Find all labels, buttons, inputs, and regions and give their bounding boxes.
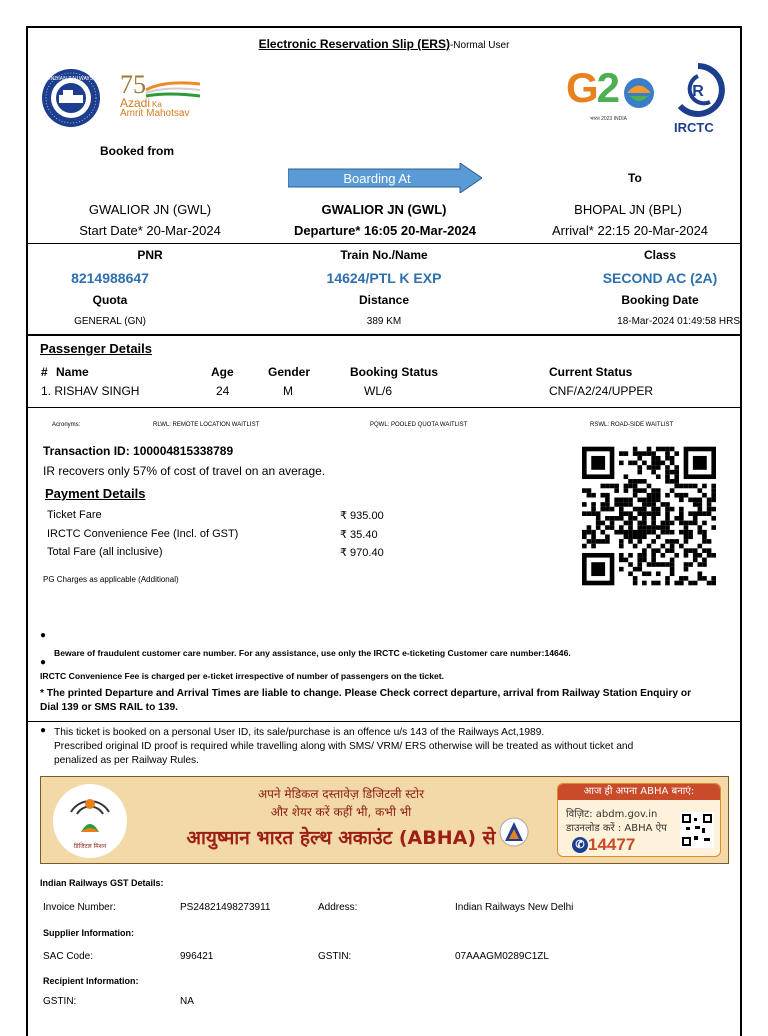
recovery-note: IR recovers only 57% of cost of travel on an average. <box>43 464 326 478</box>
quota-label: Quota <box>92 293 128 307</box>
booked-from-label: Booked from <box>100 144 175 158</box>
acronyms-label: Acronyms: <box>52 422 81 428</box>
abha-qr-code <box>680 812 714 848</box>
ayushman-logo <box>51 782 129 860</box>
supplier-gstin-label: GSTIN: <box>318 951 352 962</box>
personal-id-notice-1: This ticket is booked on a personal User ID, its sale/purchase is an offence u/s 143 of the Railways Act,1989. <box>54 727 545 738</box>
azadi-ka-amrit-mahotsav-logo: 75 Azadi Ka Amrit Mahotsav <box>118 70 208 122</box>
svg-text:R: R <box>692 83 704 100</box>
divider <box>27 407 741 408</box>
bullet-icon: ● <box>40 657 47 668</box>
fare-label: Ticket Fare <box>47 509 102 521</box>
from-station: GWALIOR JN (GWL) <box>88 202 212 217</box>
acronym-pqwl: PQWL: POOLED QUOTA WAITLIST <box>370 422 468 428</box>
col-gender: Gender <box>268 365 311 379</box>
acronym-rswl: RSWL: ROAD-SIDE WAITLIST <box>590 422 674 428</box>
convenience-notice: IRCTC Convenience Fee is charged per e-ticket irrespective of number of passengers on the ticket. <box>40 671 445 681</box>
booking-date-label: Booking Date <box>621 293 699 307</box>
train-label: Train No./Name <box>340 248 428 262</box>
passenger-name: 1. RISHAV SINGH <box>41 384 140 398</box>
address-value: Indian Railways New Delhi <box>455 902 574 913</box>
to-station: BHOPAL JN (BPL) <box>574 202 682 217</box>
class-label: Class <box>643 248 677 262</box>
distance-value: 389 KM <box>366 316 402 327</box>
pg-charges-note: PG Charges as applicable (Additional) <box>43 575 179 584</box>
class-value: SECOND AC (2A) <box>602 270 718 286</box>
svg-text:INDIAN RAILWAYS: INDIAN RAILWAYS <box>49 76 93 82</box>
total-fare-value: ₹ 970.40 <box>340 547 384 559</box>
irctc-logo: R IRCTC <box>666 62 730 136</box>
irctc-emblem-icon <box>670 62 726 118</box>
arrival-time: Arrival* 22:15 20-Mar-2024 <box>551 223 709 238</box>
phone-icon: ✆ <box>572 837 588 853</box>
divider <box>27 243 741 244</box>
departure-time: Departure* 16:05 20-Mar-2024 <box>293 223 477 238</box>
col-age: Age <box>211 365 234 379</box>
passenger-age: 24 <box>216 384 230 398</box>
convenience-fee-label: IRCTC Convenience Fee (Incl. of GST) <box>47 528 239 540</box>
recipient-gstin-value: NA <box>180 996 194 1007</box>
recipient-gstin-label: GSTIN: <box>43 996 77 1007</box>
invoice-label: Invoice Number: <box>43 902 116 913</box>
boarding-at-label: Boarding At <box>343 171 411 186</box>
gst-heading: Indian Railways GST Details: <box>40 878 164 888</box>
times-notice-1: * The printed Departure and Arrival Times are liable to change. Please Check correct departure, arrival from Railway Station Enquiry or <box>40 688 692 699</box>
abha-logo-icon <box>499 817 529 847</box>
recipient-heading: Recipient Information: <box>43 976 139 986</box>
quota-value: GENERAL (GN) <box>74 316 146 327</box>
abha-banner[interactable] <box>40 776 729 864</box>
passenger-current-status: CNF/A2/24/UPPER <box>549 384 654 398</box>
payment-details-heading: Payment Details <box>45 486 146 501</box>
col-current-status: Current Status <box>549 365 633 379</box>
bullet-icon: ● <box>40 630 47 641</box>
passenger-booking-status: WL/6 <box>364 384 393 398</box>
to-label: To <box>628 171 642 185</box>
divider <box>27 721 741 722</box>
svg-text:डिजिटल मिशन: डिजिटल मिशन <box>73 843 107 850</box>
pnr-label: PNR <box>137 248 163 262</box>
abha-banner-text: अपने मेडिकल दस्तावेज़ डिजिटली स्टोर और शेयर करें कहीं भी, कभी भी आयुष्मान भारत हेल्थ अकाउंट (ABHA) से <box>186 787 496 849</box>
fraud-notice: Beware of fraudulent customer care number. For any assistance, use only the IRCTC e-ticketing Customer care number:14646. <box>54 648 571 658</box>
g20-globe-icon <box>622 76 656 110</box>
sac-label: SAC Code: <box>43 951 94 962</box>
total-fare-label: Total Fare (all inclusive) <box>47 546 163 558</box>
passenger-gender: M <box>283 384 293 398</box>
times-notice-2: Dial 139 or SMS RAIL to 139. <box>40 702 178 713</box>
distance-label: Distance <box>358 293 410 307</box>
indian-railways-logo <box>41 68 101 128</box>
personal-id-notice-2: Prescribed original ID proof is required while travelling along with SMS/ VRM/ ERS otherwise will be treated as without ticket and <box>54 741 634 752</box>
pnr-value: 8214988647 <box>71 270 149 286</box>
boarding-station: GWALIOR JN (GWL) <box>321 202 447 217</box>
fare-value: ₹ 935.00 <box>340 510 384 522</box>
bullet-icon: ● <box>40 725 47 736</box>
invoice-value: PS24821498273911 <box>180 902 271 913</box>
convenience-fee-value: ₹ 35.40 <box>340 529 378 541</box>
supplier-gstin-value: 07AAAGM0289C1ZL <box>455 951 549 962</box>
supplier-heading: Supplier Information: <box>43 928 134 938</box>
divider <box>27 334 741 336</box>
personal-id-notice-3: penalized as per Railway Rules. <box>54 755 199 766</box>
train-value: 14624/PTL K EXP <box>326 270 442 286</box>
col-booking-status: Booking Status <box>350 365 439 379</box>
booking-date-value: 18-Mar-2024 01:49:58 HRS <box>617 316 740 327</box>
g20-logo: G2 भारत 2023 INDIA <box>566 70 660 130</box>
qr-code <box>582 446 716 586</box>
start-date: Start Date* 20-Mar-2024 <box>79 223 221 238</box>
col-name: Name <box>56 365 89 379</box>
abha-cta-box: आज ही अपना ABHA बनाएं: विज़िट: abdm.gov.in डाउनलोड करें : ABHA ऐप ✆ 14477 <box>557 783 721 857</box>
acronym-rlwl: RLWL: REMOTE LOCATION WAITLIST <box>153 422 260 428</box>
sac-value: 996421 <box>180 951 214 962</box>
passenger-details-heading: Passenger Details <box>40 341 153 356</box>
col-num: # <box>41 365 48 379</box>
address-label: Address: <box>318 902 358 913</box>
transaction-id: Transaction ID: 100004815338789 <box>43 444 234 458</box>
page-title: Electronic Reservation Slip (ERS)-Normal User <box>258 37 510 51</box>
